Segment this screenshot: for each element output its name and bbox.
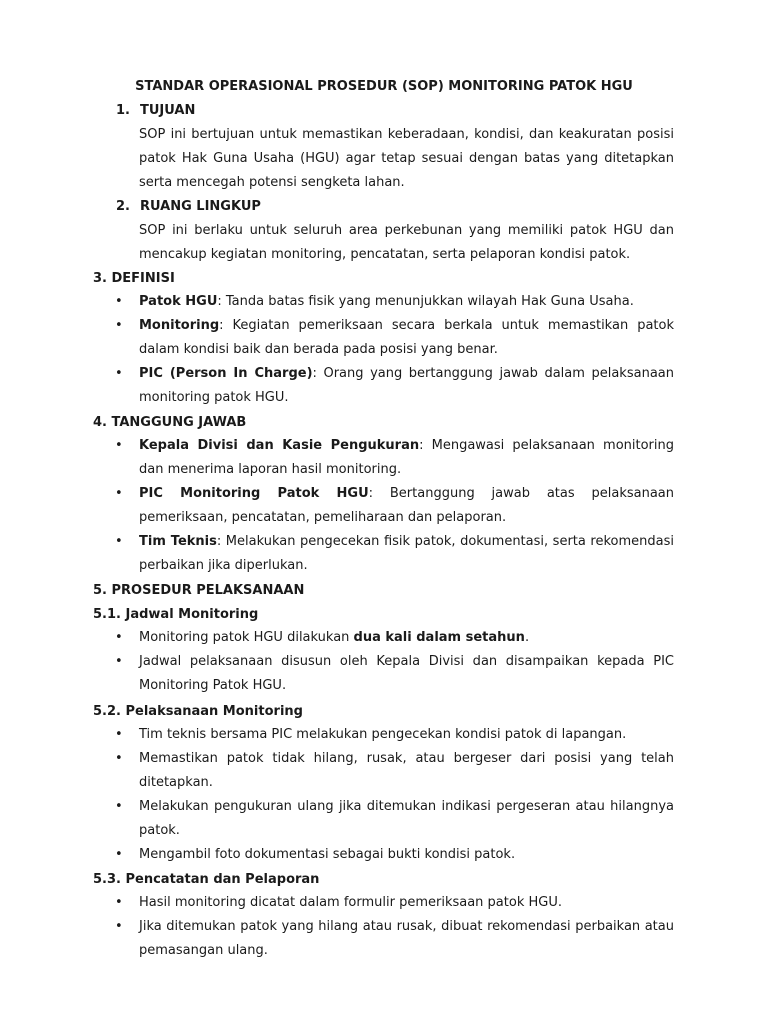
- section-1-number: 1.: [116, 103, 130, 118]
- list-item: • Jika ditemukan patok yang hilang atau rusak, dibuat rekomendasi perbaikan atau pemasangan ulang.: [139, 915, 674, 963]
- schedule-text-end: .: [524, 630, 530, 645]
- list-item: [139, 530, 674, 578]
- list-item: • Hasil monitoring dicatat dalam formulir pemeriksaan patok HGU.: [139, 891, 674, 915]
- responsibility-role: PIC Monitoring Patok HGU: [139, 486, 369, 501]
- definition-list: [139, 290, 674, 410]
- section-2-text: SOP ini berlaku untuk seluruh area perkebunan yang memiliki patok HGU dan mencakup kegiatan monitoring, pencatatan, serta pelaporan kondisi patok.: [139, 223, 674, 262]
- section-1-heading: [116, 103, 195, 119]
- responsibility-desc: : Bertanggung jawab atas pelaksanaan pemeriksaan, pencatatan, pemeliharaan dan pelaporan.: [139, 486, 674, 525]
- definition-desc: : Orang yang bertanggung jawab dalam pelaksanaan monitoring patok HGU.: [139, 366, 674, 405]
- list-item: • Memastikan patok tidak hilang, rusak, atau bergeser dari posisi yang telah ditetapkan.: [139, 747, 674, 795]
- schedule-frequency: dua kali dalam setahun: [353, 630, 525, 645]
- section-2-heading: [116, 199, 261, 215]
- responsibility-role: Kepala Divisi dan Kasie Pengukuran: [139, 438, 420, 453]
- list-item: [139, 434, 674, 482]
- subsection-5-3-heading: 5.3. Pencatatan dan Pelaporan: [93, 872, 320, 887]
- reporting-list: [139, 891, 674, 963]
- definition-desc: : Kegiatan pemeriksaan secara berkala untuk memastikan patok dalam kondisi baik dan berada pada posisi yang benar.: [139, 318, 674, 357]
- responsibility-list: [139, 434, 674, 578]
- definition-desc: : Tanda batas fisik yang menunjukkan wilayah Hak Guna Usaha.: [217, 294, 634, 309]
- section-2-number: 2.: [116, 199, 130, 214]
- definition-term: Patok HGU: [139, 294, 218, 309]
- list-item: • Jadwal pelaksanaan disusun oleh Kepala Divisi dan disampaikan kepada PIC Monitoring Patok HGU.: [139, 650, 674, 698]
- section-2-title: RUANG LINGKUP: [140, 199, 261, 214]
- schedule-list: [139, 626, 674, 698]
- list-item: • Tim teknis bersama PIC melakukan pengecekan kondisi patok di lapangan.: [139, 723, 674, 747]
- section-4-heading: 4. TANGGUNG JAWAB: [93, 415, 247, 430]
- definition-term: PIC (Person In Charge): [139, 366, 313, 381]
- responsibility-role: Tim Teknis: [139, 534, 217, 549]
- definition-term: Monitoring: [139, 318, 220, 333]
- list-item: [139, 314, 674, 362]
- list-item: [139, 482, 674, 530]
- section-1-title: TUJUAN: [140, 103, 196, 118]
- document-title: STANDAR OPERASIONAL PROSEDUR (SOP) MONITORING PATOK HGU: [135, 79, 633, 94]
- responsibility-desc: : Melakukan pengecekan fisik patok, dokumentasi, serta rekomendasi perbaikan jika diperlukan.: [139, 534, 674, 573]
- subsection-5-2-heading: 5.2. Pelaksanaan Monitoring: [93, 704, 303, 719]
- implementation-list: [139, 723, 674, 867]
- responsibility-desc: : Mengawasi pelaksanaan monitoring dan menerima laporan hasil monitoring.: [139, 438, 674, 477]
- list-item: [139, 290, 674, 314]
- schedule-text: Monitoring patok HGU dilakukan: [139, 630, 354, 645]
- list-item: • Mengambil foto dokumentasi sebagai bukti kondisi patok.: [139, 843, 674, 867]
- list-item: • Melakukan pengukuran ulang jika ditemukan indikasi pergeseran atau hilangnya patok.: [139, 795, 674, 843]
- list-item: [139, 626, 674, 650]
- section-5-heading: 5. PROSEDUR PELAKSANAAN: [93, 583, 305, 598]
- subsection-5-1-heading: 5.1. Jadwal Monitoring: [93, 607, 259, 622]
- list-item: [139, 362, 674, 410]
- section-3-heading: 3. DEFINISI: [93, 271, 175, 286]
- section-1-text: SOP ini bertujuan untuk memastikan keberadaan, kondisi, dan keakuratan posisi patok Hak Guna Usaha (HGU) agar tetap sesuai dengan batas yang ditetapkan serta mencegah potensi sengketa lahan.: [139, 127, 674, 190]
